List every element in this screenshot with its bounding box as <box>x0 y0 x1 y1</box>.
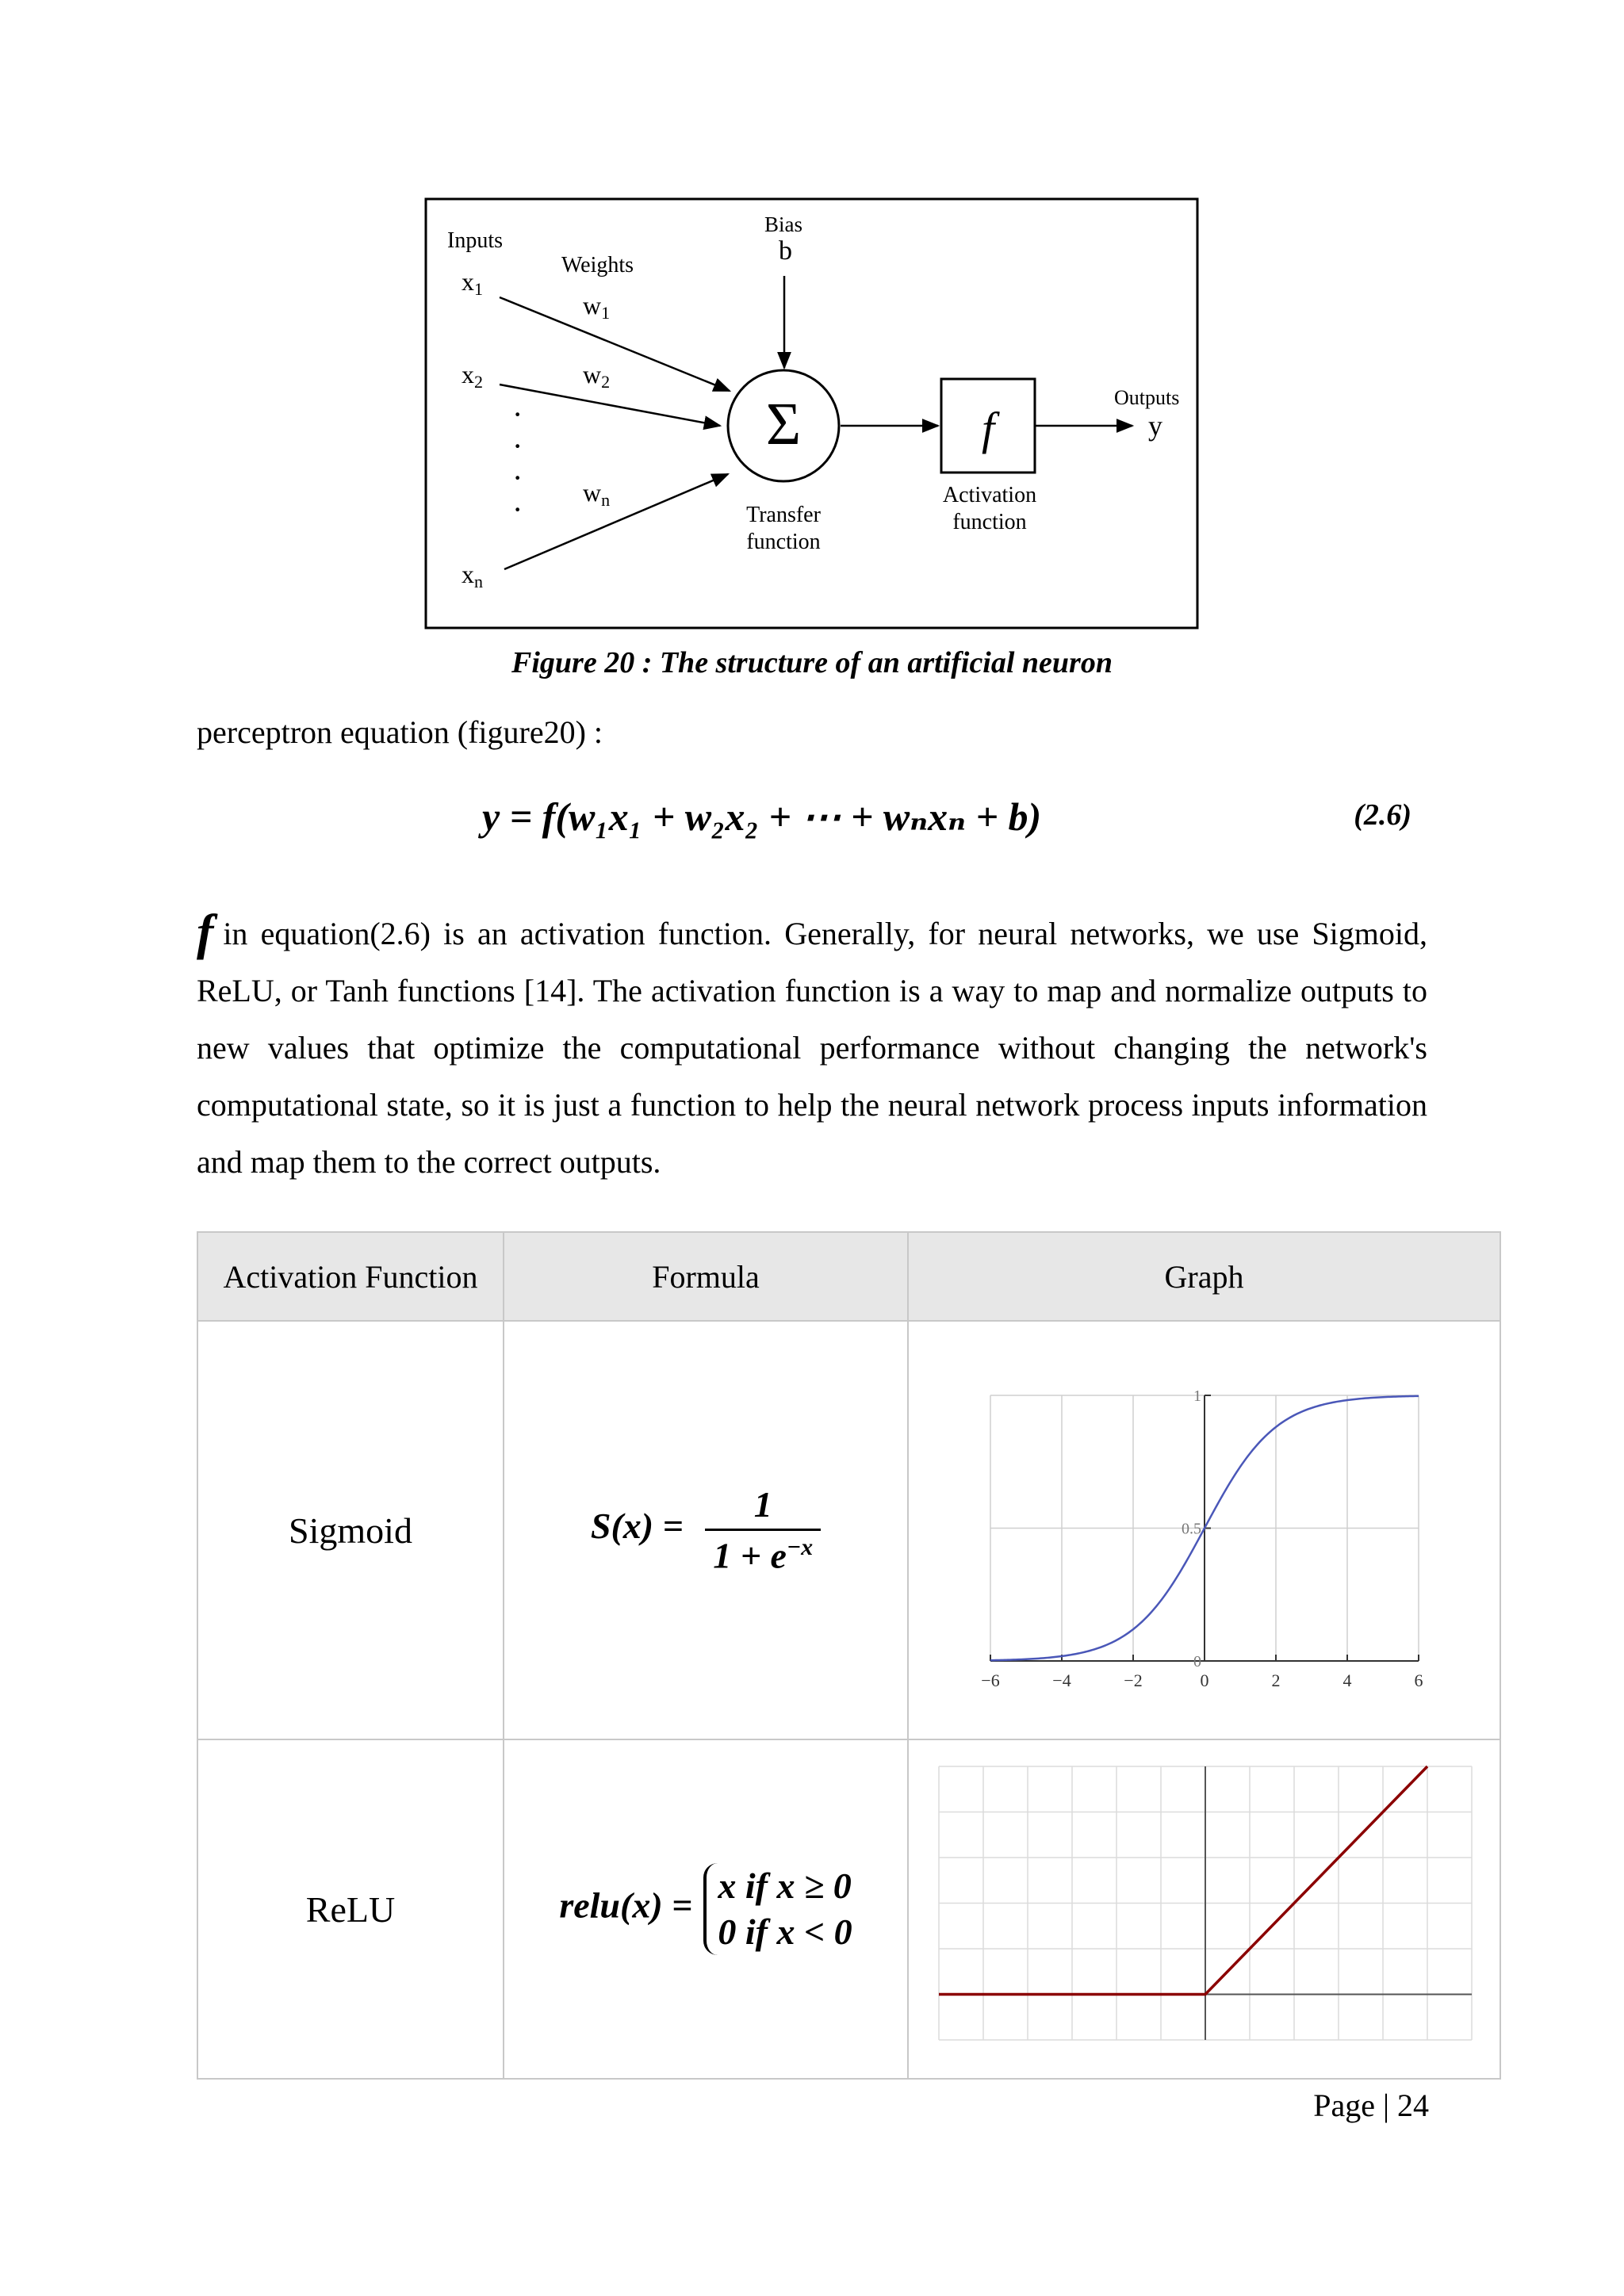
sigmoid-lhs: S(x) = <box>590 1506 684 1547</box>
relu-case-2: 0 if x < 0 <box>718 1911 852 1952</box>
x-tick-label-0: −6 <box>980 1670 1000 1690</box>
activation-label-2: function <box>952 510 1027 534</box>
dot-3: · <box>512 460 523 496</box>
input-x2: x2 <box>462 360 483 392</box>
table-row <box>197 1739 1500 2079</box>
transfer-label-1: Transfer <box>746 503 821 527</box>
x-tick-label-2: −2 <box>1123 1670 1143 1690</box>
body-paragraph <box>197 904 1427 1191</box>
table-header-row <box>197 1232 1500 1321</box>
header-formula: Formula <box>504 1232 908 1321</box>
dot-1: · <box>512 396 523 432</box>
header-activation-function: Activation Function <box>197 1232 504 1321</box>
activation-label-1: Activation <box>942 483 1037 507</box>
weight-wn: wn <box>583 478 611 510</box>
equation-number: (2.6) <box>1354 798 1411 832</box>
bias-label: Bias <box>764 212 803 236</box>
outputs-label: Outputs <box>1114 386 1180 409</box>
f-symbol-inline: f <box>197 904 214 960</box>
relu-line <box>939 1766 1427 1995</box>
dot-4: · <box>512 492 523 527</box>
relu-cases <box>703 1863 852 1955</box>
weight-w1: w1 <box>583 291 611 323</box>
sigmoid-chart <box>959 1364 1450 1697</box>
sigmoid-fraction <box>705 1483 821 1576</box>
relu-formula <box>504 1739 908 2079</box>
transfer-label-2: function <box>746 530 821 554</box>
sigmoid-graph-cell <box>908 1321 1500 1739</box>
y-tick-label-1: 0.5 <box>1181 1520 1201 1538</box>
y-tick-label-0: 0 <box>1193 1653 1201 1670</box>
figure-caption: Figure 20 : The structure of an artificial neuron <box>511 646 1113 679</box>
f-symbol: f <box>981 403 995 454</box>
activation-table <box>197 1231 1501 2080</box>
table-row <box>197 1321 1500 1739</box>
x-tick-label-4: 2 <box>1271 1670 1280 1690</box>
intro-text: perceptron equation (figure20) : <box>197 714 603 750</box>
bias-symbol: b <box>779 236 792 266</box>
sigmoid-denominator: $1 + e^{-x}$ <box>705 1529 821 1576</box>
x-tick-label-5: 4 <box>1342 1670 1351 1690</box>
perceptron-equation: y = f(w₁x₁ + w₂x₂ + ⋯ + wₙxₙ + b) <box>482 794 1042 839</box>
input-xn: xn <box>462 560 483 591</box>
relu-graph-cell <box>908 1739 1500 2079</box>
relu-case-1: x if x ≥ 0 <box>718 1866 852 1906</box>
sigmoid-numerator: 1 <box>753 1484 772 1525</box>
y-tick-label-2: 1 <box>1193 1387 1201 1405</box>
x-tick-label-3: 0 <box>1200 1670 1208 1690</box>
row-name-sigmoid: Sigmoid <box>197 1321 504 1739</box>
output-y: y <box>1148 410 1162 442</box>
page-number: Page | 24 <box>1313 2087 1429 2123</box>
paragraph-text: in equation(2.6) is an activation function. Generally, for neural networks, we use Sigmoid, ReLU, or Tanh functions [14]. The activation function is a way to map and normalize outputs to new values that optimize the computational performance without changing the network's computational state, so it is just a function to help the neural network process inputs information and map them to the correct outputs. <box>197 916 1427 1180</box>
arrow-xn <box>504 474 728 569</box>
weight-w2: w2 <box>583 360 611 392</box>
weights-label: Weights <box>561 253 634 277</box>
header-graph: Graph <box>908 1232 1500 1321</box>
row-name-relu: ReLU <box>197 1739 504 2079</box>
relu-lhs: relu(x) = <box>559 1885 693 1926</box>
equation-row <box>197 793 1427 856</box>
dot-2: · <box>512 428 523 464</box>
x-tick-label-1: −4 <box>1051 1670 1071 1690</box>
inputs-label: Inputs <box>447 228 503 253</box>
sigma-icon: Σ <box>765 391 802 457</box>
relu-chart <box>931 1758 1478 2060</box>
x-tick-label-6: 6 <box>1414 1670 1423 1690</box>
arrow-x1 <box>500 297 730 391</box>
neuron-figure <box>0 0 1624 682</box>
sigmoid-formula <box>504 1321 908 1739</box>
input-x1: x1 <box>462 267 483 299</box>
